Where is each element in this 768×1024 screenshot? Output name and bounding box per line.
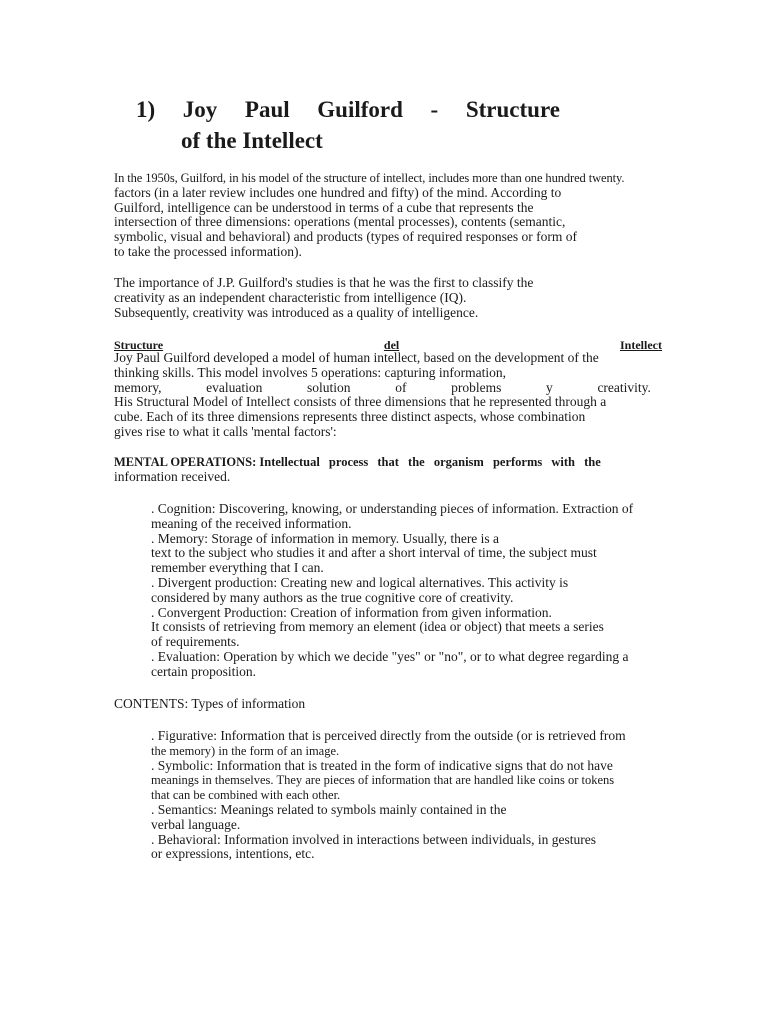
list-item-continuation: verbal language. [151, 816, 241, 832]
heading-word: del [383, 338, 400, 352]
mental-operations-label: MENTAL OPERATIONS: [114, 455, 257, 469]
heading-word: Intellect [620, 338, 662, 352]
title-word: Structure [465, 97, 560, 122]
list-item: . Convergent Production: Creation of information from given information. [151, 604, 552, 620]
paragraph-word: memory, [114, 379, 162, 395]
paragraph-word: solution [307, 379, 351, 395]
paragraph-line: symbolic, visual and behavioral) and products (types of required responses or form of [114, 229, 578, 245]
paragraph-line: thinking skills. This model involves 5 operations: capturing information, [114, 364, 506, 380]
importance-paragraph [114, 276, 634, 320]
paragraph-line: intersection of three dimensions: operations (mental processes), contents (semantic, [114, 214, 566, 230]
list-item-continuation: text to the subject who studies it and after a short interval of time, the subject must [151, 545, 597, 561]
list-item: . Cognition: Discovering, knowing, or understanding pieces of information. Extraction of [151, 501, 634, 516]
paragraph-line: Subsequently, creativity was introduced as a quality of intelligence. [114, 304, 479, 320]
mental-operations-text: Intellectual process that the organism performs with the [259, 455, 601, 469]
paragraph-line [114, 381, 651, 396]
list-item: . Semantics: Meanings related to symbols mainly contained in the [151, 801, 507, 817]
contents-list [151, 729, 661, 862]
paragraph-line: His Structural Model of Intellect consists of three dimensions that he represented through a [114, 394, 607, 410]
page-title-line-1 [136, 94, 560, 126]
paragraph-line: In the 1950s, Guilford, in his model of the structure of intellect, includes more than one hundred twenty. [114, 171, 625, 185]
paragraph-line: Joy Paul Guilford developed a model of human intellect, based on the development of the [114, 350, 599, 365]
paragraph-word: evaluation [206, 379, 263, 395]
list-item-continuation: It consists of retrieving from memory an element (idea or object) that meets a series [151, 619, 604, 635]
list-item-continuation: remember everything that I can. [151, 560, 324, 576]
intro-paragraph [114, 171, 667, 260]
list-item-continuation: the memory) in the form of an image. [151, 743, 340, 758]
list-item-continuation: or expressions, intentions, etc. [151, 846, 315, 862]
paragraph-line: information received. [114, 468, 231, 484]
paragraph-word: y [546, 379, 553, 395]
mental-operations-paragraph [114, 455, 634, 485]
paragraph-word: of [395, 379, 407, 395]
paragraph-line: to take the processed information). [114, 243, 302, 259]
list-item: . Symbolic: Information that is treated in the form of indicative signs that do not have [151, 757, 613, 773]
paragraph-line: The importance of J.P. Guilford's studies is that he was the first to classify the [114, 275, 534, 290]
list-item-continuation: that can be combined with each other. [151, 788, 341, 803]
heading-word: Structure [114, 338, 164, 352]
operations-list [151, 502, 661, 680]
title-word: Paul [244, 97, 290, 122]
list-item: . Behavioral: Information involved in interactions between individuals, in gestures [151, 831, 597, 847]
paragraph-word: creativity. [597, 379, 651, 395]
contents-heading: CONTENTS: Types of information [114, 696, 306, 711]
list-item-continuation: meaning of the received information. [151, 515, 352, 531]
paragraph-text: factors (in a later review includes one hundred and fifty) of the mind. According to [114, 184, 562, 200]
title-word: 1) [136, 97, 156, 122]
title-word: - [430, 97, 439, 122]
list-item-continuation: considered by many authors as the true cognitive core of creativity. [151, 589, 514, 605]
paragraph-line: creativity as an independent characteristic from intelligence (IQ). [114, 289, 467, 305]
title-word: Guilford [317, 97, 403, 122]
page-title-line-2: of the Intellect [181, 128, 323, 153]
paragraph-line: cube. Each of its three dimensions represents three distinct aspects, whose combination [114, 409, 586, 425]
list-item-continuation: of requirements. [151, 634, 240, 650]
paragraph-word: problems [451, 379, 502, 395]
list-item-continuation: certain proposition. [151, 663, 256, 679]
list-item: . Divergent production: Creating new and logical alternatives. This activity is [151, 574, 569, 590]
paragraph-line [114, 186, 626, 201]
list-item-continuation: meanings in themselves. They are pieces of information that are handled like coins or tokens [151, 773, 615, 788]
structure-paragraph [114, 351, 662, 440]
list-item: . Figurative: Information that is perceived directly from the outside (or is retrieved from [151, 728, 626, 743]
list-item: . Memory: Storage of information in memory. Usually, there is a [151, 530, 500, 546]
title-word: Joy [182, 97, 218, 122]
list-item: . Evaluation: Operation by which we decide "yes" or "no", or to what degree regarding a [151, 648, 629, 664]
paragraph-line [114, 455, 634, 470]
paragraph-line: gives rise to what it calls 'mental factors': [114, 423, 337, 439]
paragraph-line: Guilford, intelligence can be understood in terms of a cube that represents the [114, 199, 534, 215]
